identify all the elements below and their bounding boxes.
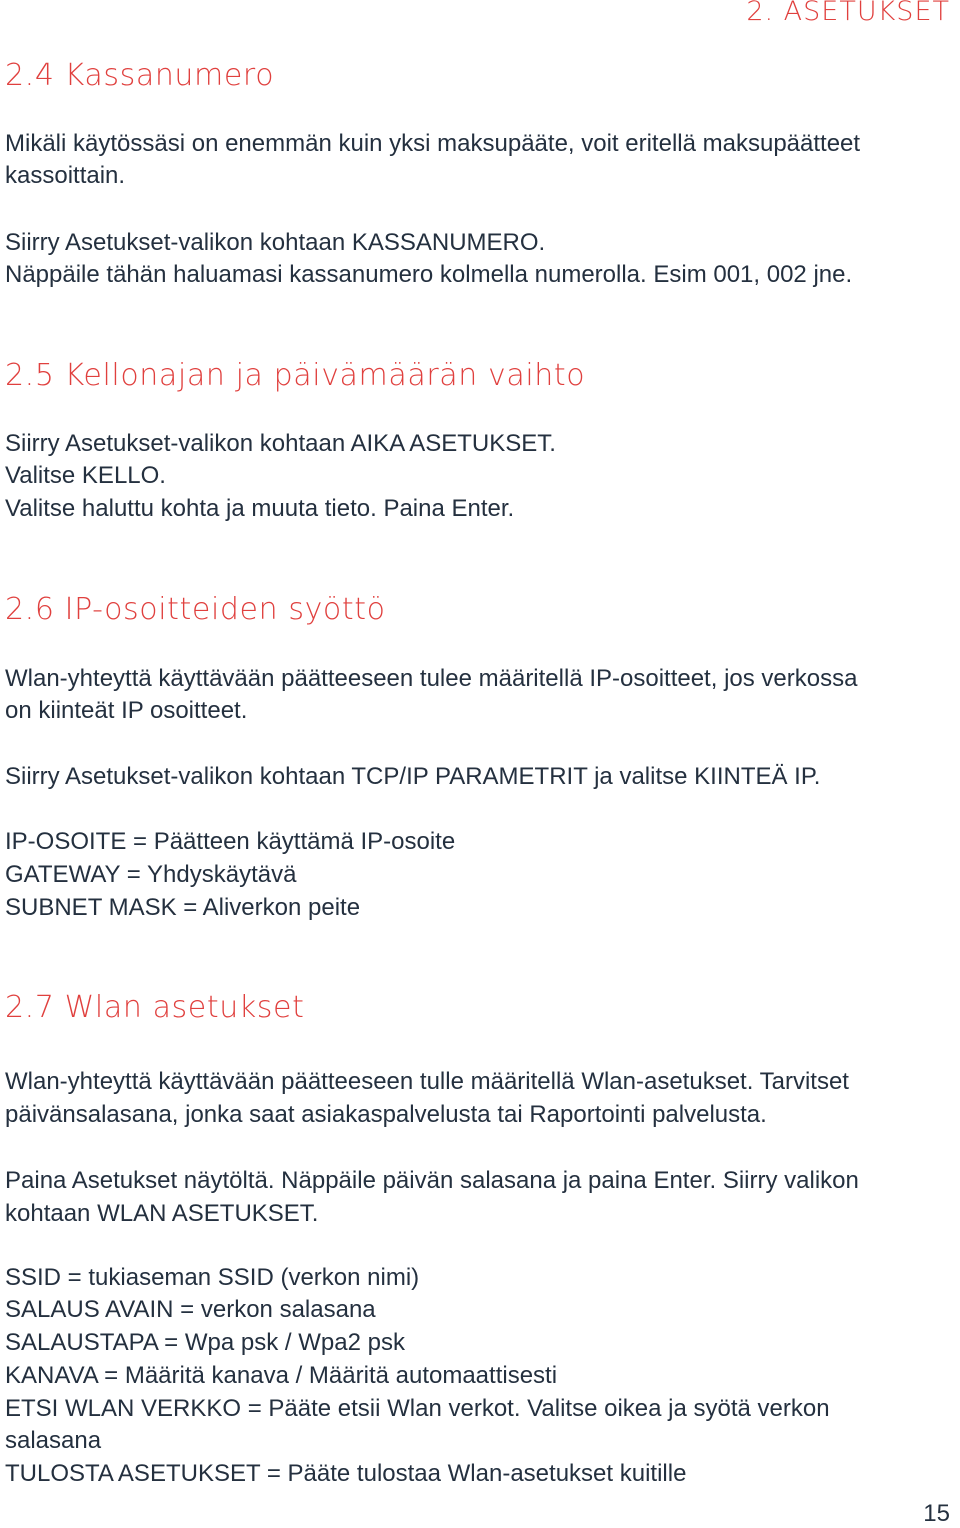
section-heading-kassanumero: 2.4 Kassanumero [5,58,275,93]
paragraph-line: Paina Asetukset näytöltä. Näppäile päivän salasana ja paina Enter. Siirry valikon [5,1167,859,1194]
paragraph-line: Mikäli käytössäsi on enemmän kuin yksi maksupääte, voit eritellä maksupäätteet [5,130,861,157]
definition-line: SALAUSTAPA = Wpa psk / Wpa2 psk [5,1329,405,1356]
paragraph-line: Siirry Asetukset-valikon kohtaan AIKA ASETUKSET. [5,430,556,457]
definition-line: SALAUS AVAIN = verkon salasana [5,1296,376,1323]
paragraph-line: päivänsalasana, jonka saat asiakaspalvelusta tai Raportointi palvelusta. [5,1101,767,1128]
paragraph-line: Siirry Asetukset-valikon kohtaan TCP/IP PARAMETRIT ja valitse KIINTEÄ IP. [5,763,821,790]
paragraph-line: Wlan-yhteyttä käyttävään päätteeseen tulle määritellä Wlan-asetukset. Tarvitset [5,1068,849,1095]
definition-line: GATEWAY = Yhdyskäytävä [5,861,297,888]
section-heading-ip-osoitteet: 2.6 IP-osoitteiden syöttö [5,592,386,627]
definition-line: IP-OSOITE = Päätteen käyttämä IP-osoite [5,828,456,855]
chapter-title: 2. ASETUKSET [746,0,950,27]
section-heading-wlan: 2.7 Wlan asetukset [5,990,305,1025]
definition-line: SSID = tukiaseman SSID (verkon nimi) [5,1264,420,1291]
paragraph-line: Näppäile tähän haluamasi kassanumero kolmella numerolla. Esim 001, 002 jne. [5,261,853,288]
paragraph-line: Valitse haluttu kohta ja muuta tieto. Paina Enter. [5,495,515,522]
page-number: 15 [923,1500,950,1527]
paragraph-line: Wlan-yhteyttä käyttävään päätteeseen tulee määritellä IP-osoitteet, jos verkossa [5,665,858,692]
section-heading-kellonaika: 2.5 Kellonajan ja päivämäärän vaihto [5,358,586,393]
paragraph-line: Valitse KELLO. [5,462,166,489]
paragraph-line: on kiinteät IP osoitteet. [5,697,248,724]
paragraph-line: kassoittain. [5,162,126,189]
paragraph-line: kohtaan WLAN ASETUKSET. [5,1200,319,1227]
definition-line: KANAVA = Määritä kanava / Määritä automaattisesti [5,1362,558,1389]
definition-line: SUBNET MASK = Aliverkon peite [5,894,361,921]
definition-line: salasana [5,1427,102,1454]
definition-line: TULOSTA ASETUKSET = Pääte tulostaa Wlan-asetukset kuitille [5,1460,687,1487]
paragraph-line: Siirry Asetukset-valikon kohtaan KASSANUMERO. [5,229,546,256]
definition-line: ETSI WLAN VERKKO = Pääte etsii Wlan verkot. Valitse oikea ja syötä verkon [5,1395,830,1422]
